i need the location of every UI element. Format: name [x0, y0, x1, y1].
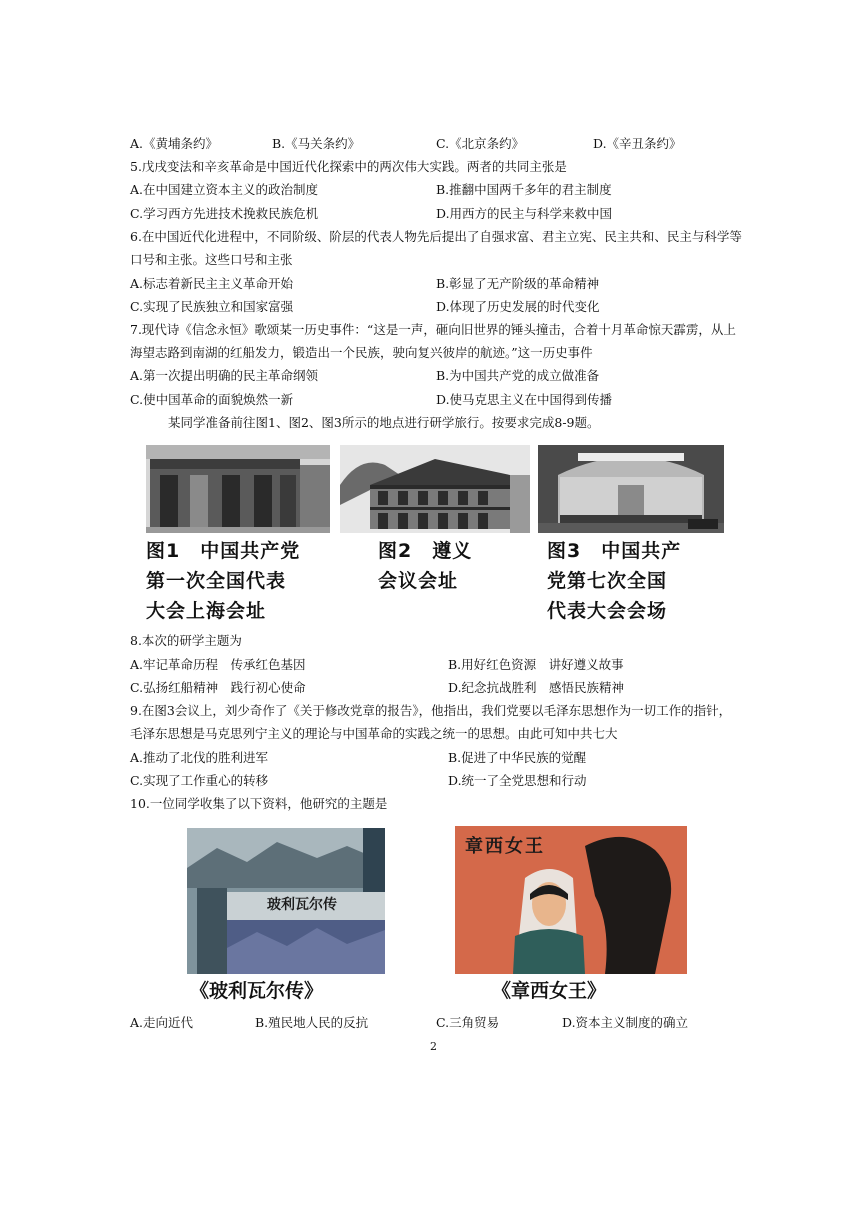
- bolivar-caption: 《玻利瓦尔传》: [190, 980, 324, 1002]
- q10-option-d: D.资本主义制度的确立: [562, 1015, 689, 1030]
- q6-option-d: D.体现了历史发展的时代变化: [436, 299, 600, 314]
- q8-option-b: B.用好红色资源 讲好遵义故事: [448, 657, 624, 672]
- figure2-caption-line1: 图2 遵义: [378, 540, 473, 562]
- q10-stem: 10.一位同学收集了以下资料，他研究的主题是: [130, 796, 388, 811]
- figure1-caption: [146, 536, 346, 626]
- q4-option-d: D.《辛丑条约》: [593, 136, 682, 151]
- q9-stem-line2: 毛泽东思想是马克思列宁主义的理论与中国革命的实践之统一的思想。由此可知中共七大: [130, 726, 618, 741]
- figure1-caption-line3: 大会上海会址: [146, 600, 267, 622]
- q9-option-a: A.推动了北伐的胜利进军: [130, 750, 269, 765]
- q5-option-c: C.学习西方先进技术挽救民族危机: [130, 206, 319, 221]
- q5-option-b: B.推翻中国两千多年的君主制度: [436, 182, 612, 197]
- figure3-photo: [538, 445, 724, 533]
- figure1-photo: [146, 445, 330, 533]
- q7-option-b: B.为中国共产党的成立做准备: [436, 368, 600, 383]
- q7-option-a: A.第一次提出明确的民主革命纲领: [130, 368, 319, 383]
- q6-stem-line1: 6.在中国近代化进程中，不同阶级、阶层的代表人物先后提出了自强求富、君主立宪、民主共和、民主与科学等: [130, 229, 742, 244]
- q4-option-b: B.《马关条约》: [272, 136, 361, 151]
- q7-option-d: D.使马克思主义在中国得到传播: [436, 392, 613, 407]
- rani-caption: 《章西女王》: [492, 980, 607, 1002]
- rani-cover-title: 章西女王: [465, 836, 545, 857]
- q5-stem: 5.戊戌变法和辛亥革命是中国近代化探索中的两次伟大实践。两者的共同主张是: [130, 159, 567, 174]
- q9-stem-line1: 9.在图3会议上，刘少奇作了《关于修改党章的报告》，他指出，我们党要以毛泽东思想作为一切工作的指针，: [130, 703, 732, 718]
- q7-option-c: C.使中国革命的面貌焕然一新: [130, 392, 294, 407]
- figure3-caption-line2: 党第七次全国: [547, 570, 668, 592]
- figure3-caption: [547, 536, 737, 626]
- q9-option-c: C.实现了工作重心的转移: [130, 773, 269, 788]
- rani-cover: [455, 826, 687, 974]
- q7-stem-line1: 7.现代诗《信念永恒》歌颂某一历史事件：“这是一声，砸向旧世界的锤头撞击，合着十月革命惊天霹雳，从上: [130, 322, 736, 337]
- page-number: 2: [430, 1040, 437, 1053]
- bolivar-cover: [187, 828, 385, 974]
- q10-option-c: C.三角贸易: [436, 1015, 500, 1030]
- bolivar-cover-title: 玻利瓦尔传: [267, 897, 337, 913]
- q5-option-d: D.用西方的民主与科学来救中国: [436, 206, 613, 221]
- figure3-caption-line3: 代表大会会场: [547, 600, 668, 622]
- q10-option-a: A.走向近代: [130, 1015, 194, 1030]
- q10-option-b: B.殖民地人民的反抗: [255, 1015, 369, 1030]
- q4-option-a: A.《黄埔条约》: [130, 136, 219, 151]
- q8-option-c: C.弘扬红船精神 践行初心使命: [130, 680, 306, 695]
- figure3-caption-line1: 图3 中国共产: [547, 540, 682, 562]
- q4-option-c: C.《北京条约》: [436, 136, 525, 151]
- q8-option-a: A.牢记革命历程 传承红色基因: [130, 657, 306, 672]
- figure1-caption-line1: 图1 中国共产党: [146, 540, 301, 562]
- q8-stem: 8.本次的研学主题为: [130, 633, 242, 648]
- intro-8-9: 某同学准备前往图1、图2、图3所示的地点进行研学旅行。按要求完成8-9题。: [168, 415, 600, 430]
- q6-option-a: A.标志着新民主主义革命开始: [130, 276, 294, 291]
- q6-option-b: B.彰显了无产阶级的革命精神: [436, 276, 600, 291]
- figure2-caption: [378, 536, 518, 596]
- q8-option-d: D.纪念抗战胜利 感悟民族精神: [448, 680, 625, 695]
- figure2-caption-line2: 会议会址: [378, 570, 459, 592]
- q6-option-c: C.实现了民族独立和国家富强: [130, 299, 294, 314]
- q9-option-b: B.促进了中华民族的觉醒: [448, 750, 587, 765]
- q9-option-d: D.统一了全党思想和行动: [448, 773, 587, 788]
- figure2-photo: [340, 445, 530, 533]
- q5-option-a: A.在中国建立资本主义的政治制度: [130, 182, 319, 197]
- figure1-caption-line2: 第一次全国代表: [146, 570, 287, 592]
- q6-stem-line2: 口号和主张。这些口号和主张: [130, 252, 293, 267]
- q7-stem-line2: 海望志路到南湖的红船发力，锻造出一个民族，驶向复兴彼岸的航迹。”这一历史事件: [130, 345, 593, 360]
